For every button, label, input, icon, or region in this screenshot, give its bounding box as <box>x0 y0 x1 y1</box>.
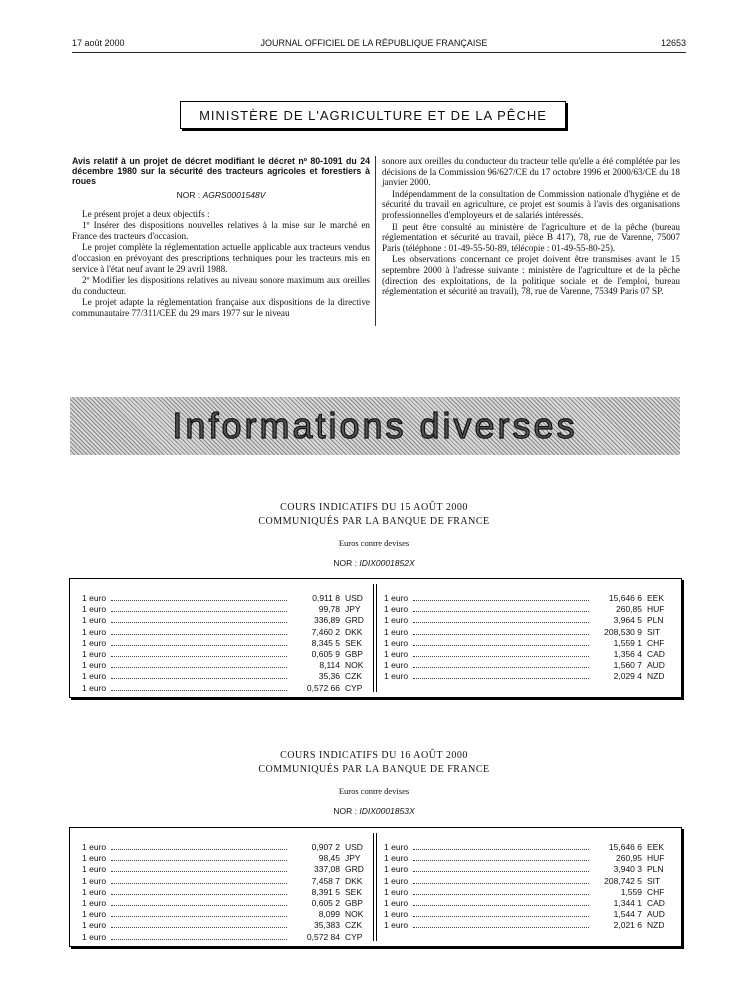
rate-currency: CZK <box>345 920 362 931</box>
dot-leader <box>413 894 589 895</box>
notice-paragraph: Les observations concernant ce projet doivent être transmises avant le 15 septembre 2000 à l'adresse suivante : ministère de l'agriculture et de la pêche (direction des exploitations, de la politique sociale et de l'emploi, bureau réglementation et sécurité au travail), 78, rue de Varenne, 75349 Paris 07 SP. <box>382 254 680 297</box>
dot-leader <box>111 883 287 884</box>
rate-label: 1 euro <box>82 909 107 920</box>
rate-row <box>82 615 367 626</box>
rate-value: 260,95 <box>616 853 642 864</box>
rates-title: COURS INDICATIFS DU 16 AOÛT 2000 <box>280 750 468 761</box>
rate-value: 0,572 84 <box>306 931 340 942</box>
rate-row <box>82 660 367 671</box>
rate-value: 208,742 5 <box>604 875 642 886</box>
rate-currency: NOK <box>345 909 364 920</box>
rate-value: 7,458 7 <box>311 875 340 886</box>
rate-value: 7,460 2 <box>311 626 340 637</box>
rate-row <box>384 604 669 615</box>
rate-row <box>384 627 669 638</box>
rate-label: 1 euro <box>82 864 107 875</box>
rate-row <box>82 853 367 864</box>
rate-currency: AUD <box>647 909 665 920</box>
rate-label: 1 euro <box>384 897 409 908</box>
dot-leader <box>413 905 589 906</box>
rate-value: 0,911 8 <box>312 593 340 603</box>
rate-currency: CHF <box>647 637 665 648</box>
rate-value: 0,907 2 <box>311 842 340 852</box>
rate-row <box>82 649 367 660</box>
rate-currency: DKK <box>345 626 363 637</box>
rate-label: 1 euro <box>82 626 107 637</box>
dot-leader <box>413 600 589 601</box>
journal-title: JOURNAL OFFICIEL DE LA RÉPUBLIQUE FRANÇAISE <box>260 38 488 48</box>
rates-currency-note: Euros contre devises <box>338 538 410 548</box>
rate-row <box>82 898 367 909</box>
dot-leader <box>413 634 589 635</box>
rate-currency: NOK <box>345 660 364 671</box>
notice-nor-value: AGRS0001548V <box>202 190 266 200</box>
rate-label: 1 euro <box>82 842 107 852</box>
rate-currency: HUF <box>647 604 665 615</box>
notice-paragraph: Le présent projet a deux objectifs : <box>82 208 210 219</box>
rate-row <box>384 638 669 649</box>
dot-leader <box>111 894 287 895</box>
rate-label: 1 euro <box>82 604 107 615</box>
rate-currency: CAD <box>647 897 665 908</box>
dot-leader <box>111 678 287 679</box>
rate-row <box>82 638 367 649</box>
rate-value: 0,572 66 <box>306 682 340 693</box>
rate-row <box>384 649 669 660</box>
rate-label: 1 euro <box>82 660 107 671</box>
rate-currency: GRD <box>345 615 364 626</box>
rates-nor: NOR : IDIX0001852X <box>333 558 415 568</box>
rates-right-column <box>384 593 669 683</box>
notice-paragraph: sonore aux oreilles du conducteur du tracteur telle qu'elle a été complétée par les décisions de la Commission 96/627/CE du 17 octobre 1996 et 2000/63/CE du 18 janvier 2000. <box>382 156 680 188</box>
rate-label: 1 euro <box>384 875 409 886</box>
rate-currency: CZK <box>345 671 362 682</box>
rates-nor-value: IDIX0001853X <box>359 806 415 816</box>
rate-value: 1,559 1 <box>613 637 642 648</box>
rate-value: 99,78 <box>318 604 340 615</box>
rate-label: 1 euro <box>82 875 107 886</box>
rate-value: 8,114 <box>319 660 340 671</box>
rates-subtitle: COMMUNIQUÉS PAR LA BANQUE DE FRANCE <box>258 516 490 527</box>
notice-title: Avis relatif à un projet de décret modifiant le décret nº 80-1091 du 24 décembre 1980 sur la sécurité des tracteurs agricoles et forestiers à roues <box>72 156 370 186</box>
rates-currency-note: Euros contre devises <box>338 786 410 796</box>
rate-value: 15,646 6 <box>608 842 642 852</box>
rate-value: 0,605 2 <box>311 897 340 908</box>
rate-value: 15,646 6 <box>608 593 642 603</box>
rate-currency: JPY <box>345 604 361 615</box>
rate-row <box>82 876 367 887</box>
dot-leader <box>111 916 287 917</box>
dot-leader <box>111 600 287 601</box>
rate-row <box>82 842 367 853</box>
table-divider <box>376 584 377 692</box>
dot-leader <box>111 860 287 861</box>
rate-label: 1 euro <box>384 909 409 920</box>
rate-label: 1 euro <box>82 593 107 603</box>
rate-label: 1 euro <box>82 648 107 659</box>
rate-row <box>82 864 367 875</box>
rate-currency: GBP <box>345 648 363 659</box>
rate-currency: GRD <box>345 864 364 875</box>
rate-row <box>384 898 669 909</box>
rate-value: 336,89 <box>314 615 340 626</box>
rate-row <box>82 909 367 920</box>
rate-value: 1,544 7 <box>613 909 642 920</box>
dot-leader <box>111 667 287 668</box>
rate-value: 337,08 <box>314 864 340 875</box>
rate-currency: CHF <box>647 886 665 897</box>
dot-leader <box>413 916 589 917</box>
rate-value: 1,559 <box>620 886 642 897</box>
dot-leader <box>111 611 287 612</box>
dot-leader <box>111 939 287 940</box>
rate-row <box>82 604 367 615</box>
rate-value: 8,391 5 <box>311 886 340 897</box>
table-divider <box>376 833 377 941</box>
notice-paragraph: Le projet adapte la réglementation française aux dispositions de la directive communautaire 77/311/CEE du 29 mars 1977 sur le niveau <box>72 297 370 318</box>
rate-label: 1 euro <box>82 682 107 693</box>
rate-label: 1 euro <box>82 637 107 648</box>
rate-value: 2,029 4 <box>613 671 642 682</box>
table-divider <box>373 833 374 941</box>
rate-row <box>384 842 669 853</box>
notice-right-column <box>382 156 680 298</box>
rate-label: 1 euro <box>384 604 409 615</box>
rate-label: 1 euro <box>82 897 107 908</box>
rates-table <box>69 578 682 698</box>
notice-paragraph: Il peut être consulté au ministère de l'agriculture et de la pêche (bureau réglementation et sécurité au travail, pièce B 417), 78, rue de Varenne, 75007 Paris (téléphone : 01-49-55-50-89, télécopie : 01-49-55-80-25). <box>382 221 680 253</box>
table-divider <box>373 584 374 692</box>
rate-value: 35,383 <box>314 920 340 931</box>
rate-value: 3,964 5 <box>613 615 642 626</box>
rate-currency: SIT <box>647 626 661 637</box>
rate-label: 1 euro <box>384 615 409 626</box>
rate-label: 1 euro <box>82 920 107 931</box>
rate-label: 1 euro <box>82 671 107 682</box>
rate-currency: EEK <box>647 842 665 852</box>
rates-subtitle: COMMUNIQUÉS PAR LA BANQUE DE FRANCE <box>258 764 490 775</box>
banner-title: Informations diverses <box>172 405 578 446</box>
notice-paragraph: 2º Modifier les dispositions relatives au niveau sonore maximum aux oreilles du conducteur. <box>72 275 370 296</box>
rate-row <box>384 887 669 898</box>
page-number: 12653 <box>660 38 686 48</box>
rate-label: 1 euro <box>384 637 409 648</box>
rate-currency: NZD <box>647 920 665 931</box>
rate-currency: PLN <box>647 615 664 626</box>
rate-label: 1 euro <box>82 853 107 864</box>
dot-leader <box>413 622 589 623</box>
rate-row <box>82 920 367 931</box>
notice-left-column <box>72 156 370 320</box>
rate-row <box>82 683 367 694</box>
rates-left-column <box>82 842 367 943</box>
rate-value: 2,021 6 <box>613 920 642 931</box>
rates-nor: NOR : IDIX0001853X <box>333 806 415 816</box>
rate-label: 1 euro <box>384 864 409 875</box>
header-rule <box>72 52 686 53</box>
rate-row <box>384 909 669 920</box>
rate-row <box>82 593 367 604</box>
rate-label: 1 euro <box>384 920 409 931</box>
rate-currency: CYP <box>345 682 363 693</box>
dot-leader <box>111 634 287 635</box>
rate-value: 1,560 7 <box>613 660 642 671</box>
rate-label: 1 euro <box>384 626 409 637</box>
dot-leader <box>111 905 287 906</box>
rates-nor-value: IDIX0001852X <box>359 558 415 568</box>
rate-value: 0,605 9 <box>311 648 340 659</box>
rate-label: 1 euro <box>384 648 409 659</box>
rate-value: 260,85 <box>616 604 642 615</box>
rate-value: 1,344 1 <box>613 897 642 908</box>
notice-paragraph: Indépendamment de la consultation de Commission nationale d'hygiène et de sécurité du travail en agriculture, ce projet est soumis à l'avis des organisations professionnelles d'employeurs et de salariés intéressés. <box>382 188 680 220</box>
rate-value: 208,530 9 <box>604 626 642 637</box>
rate-row <box>82 932 367 943</box>
dot-leader <box>413 927 589 928</box>
column-divider <box>375 156 376 326</box>
rate-label: 1 euro <box>384 853 409 864</box>
rate-currency: HUF <box>647 853 665 864</box>
rate-row <box>384 615 669 626</box>
rate-currency: DKK <box>345 875 363 886</box>
rate-row <box>384 671 669 682</box>
rate-value: 35,36 <box>318 671 340 682</box>
notice-paragraph: Le projet complète la réglementation actuelle applicable aux tracteurs vendus d'occasion en prévoyant des prescriptions techniques pour les tracteurs mis en service à l'état neuf avant le 29 avril 1988. <box>72 242 370 274</box>
dot-leader <box>413 849 589 850</box>
rate-value: 3,940 3 <box>613 864 642 875</box>
dot-leader <box>111 622 287 623</box>
rate-currency: USD <box>345 842 363 852</box>
rate-value: 98,45 <box>318 853 340 864</box>
dot-leader <box>111 656 287 657</box>
rate-row <box>384 920 669 931</box>
rate-currency: CAD <box>647 648 665 659</box>
rate-row <box>82 887 367 898</box>
dot-leader <box>111 690 287 691</box>
rate-currency: SEK <box>345 637 363 648</box>
notice-nor: NOR : AGRS0001548V <box>176 190 266 200</box>
rate-label: 1 euro <box>384 593 409 603</box>
rate-row <box>384 876 669 887</box>
rate-value: 8,099 <box>318 909 340 920</box>
dot-leader <box>111 645 287 646</box>
rate-label: 1 euro <box>82 931 107 942</box>
page-date: 17 août 2000 <box>72 38 125 48</box>
rate-currency: USD <box>345 593 363 603</box>
rate-currency: NZD <box>647 671 665 682</box>
rates-right-column <box>384 842 669 932</box>
rate-currency: SEK <box>345 886 363 897</box>
rate-label: 1 euro <box>384 671 409 682</box>
rate-row <box>384 660 669 671</box>
dot-leader <box>413 883 589 884</box>
rate-value: 1,356 4 <box>613 648 642 659</box>
rate-label: 1 euro <box>384 886 409 897</box>
rate-row <box>384 864 669 875</box>
dot-leader <box>111 849 287 850</box>
rate-row <box>82 671 367 682</box>
rate-currency: GBP <box>345 897 363 908</box>
dot-leader <box>413 860 589 861</box>
rates-left-column <box>82 593 367 694</box>
rate-currency: PLN <box>647 864 664 875</box>
dot-leader <box>413 611 589 612</box>
rate-row <box>82 627 367 638</box>
notice-paragraph: 1º Insérer des dispositions nouvelles relatives à la mise sur le marché en France des tracteurs d'occasion. <box>72 220 370 241</box>
dot-leader <box>413 678 589 679</box>
rate-row <box>384 853 669 864</box>
rates-table <box>69 827 682 947</box>
rate-currency: JPY <box>345 853 361 864</box>
dot-leader <box>111 871 287 872</box>
dot-leader <box>413 656 589 657</box>
rate-label: 1 euro <box>82 886 107 897</box>
rate-row <box>384 593 669 604</box>
rate-currency: CYP <box>345 931 363 942</box>
rate-label: 1 euro <box>82 615 107 626</box>
dot-leader <box>413 871 589 872</box>
rate-currency: SIT <box>647 875 661 886</box>
dot-leader <box>111 927 287 928</box>
rate-currency: EEK <box>647 593 665 603</box>
rate-label: 1 euro <box>384 660 409 671</box>
section-banner <box>70 397 680 455</box>
ministry-heading: MINISTÈRE DE L'AGRICULTURE ET DE LA PÊCHE <box>180 101 566 129</box>
rates-title: COURS INDICATIFS DU 15 AOÛT 2000 <box>280 502 468 513</box>
rate-currency: AUD <box>647 660 665 671</box>
dot-leader <box>413 645 589 646</box>
dot-leader <box>413 667 589 668</box>
rate-label: 1 euro <box>384 842 409 852</box>
rate-value: 8,345 5 <box>311 637 340 648</box>
